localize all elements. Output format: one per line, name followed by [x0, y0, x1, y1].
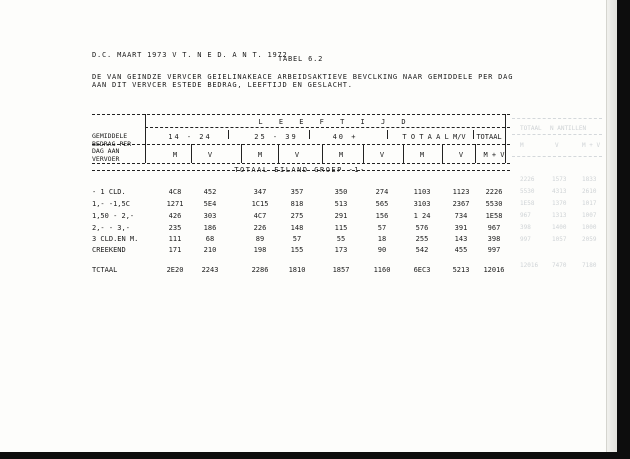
total-cell: 1810 — [288, 266, 306, 274]
table-cell: 513 — [334, 200, 348, 208]
table-cell: 255 — [415, 235, 429, 243]
group-header-rule — [145, 127, 510, 128]
group-sep — [473, 130, 474, 139]
bleed-text: M — [520, 142, 524, 149]
age-group-25-39: 25 - 39 — [254, 133, 298, 141]
table-cell: 565 — [375, 200, 389, 208]
bleed-text: 5530 — [520, 188, 535, 195]
column-divider — [442, 144, 443, 163]
bleed-text: 398 — [520, 224, 531, 231]
table-cell: 576 — [415, 224, 429, 232]
table-cell: 542 — [415, 246, 429, 254]
subheader-rule — [92, 144, 510, 145]
table-cell: 2226 — [485, 188, 503, 196]
bleed-text: 1573 — [552, 176, 567, 183]
bleed-line — [512, 118, 602, 119]
group-sep — [228, 130, 229, 139]
table-cell: 18 — [377, 235, 387, 243]
bleed-text: 1007 — [582, 212, 597, 219]
table-cell: 818 — [290, 200, 304, 208]
total-cell: 2243 — [201, 266, 219, 274]
bleed-text: 7180 — [582, 262, 597, 269]
column-divider — [403, 144, 404, 163]
table-cell: 350 — [334, 188, 348, 196]
row-label: CREEKEND — [92, 246, 126, 254]
table-cell: 357 — [290, 188, 304, 196]
table-cell: 89 — [255, 235, 265, 243]
table-subtitle-line-2: AAN DIT VERVCER ESTEDE BEDRAG, LEEFTIJD EN GESLACHT. — [92, 81, 353, 89]
total-mv-header: T O T A A L M/V — [402, 133, 466, 141]
table-cell: 398 — [487, 235, 501, 243]
sub-header-cell: M — [419, 151, 425, 159]
table-cell: 455 — [454, 246, 468, 254]
table-cell: 57 — [292, 235, 302, 243]
sub-header-cell: M — [257, 151, 263, 159]
table-cell: 68 — [205, 235, 215, 243]
column-divider — [241, 144, 242, 163]
bleed-text: 2610 — [582, 188, 597, 195]
stub-header-line: VERVOER — [92, 154, 120, 163]
bleed-line — [512, 156, 602, 157]
table-cell: 173 — [334, 246, 348, 254]
stub-header — [92, 133, 131, 163]
table-cell: 156 — [375, 212, 389, 220]
total-cell: 1857 — [332, 266, 350, 274]
bleed-text: 997 — [520, 236, 531, 243]
document-title: D.C. MAART 1973 V T. N E D. A N T. 1972 — [92, 51, 288, 59]
table-cell: 186 — [203, 224, 217, 232]
table-top-rule — [92, 114, 510, 115]
column-divider — [322, 144, 323, 163]
table-cell: 2367 — [452, 200, 470, 208]
stub-header-line: GEMIDDELE — [92, 132, 128, 140]
bleed-text: 967 — [520, 212, 531, 219]
sub-header-cell: V — [379, 151, 385, 159]
group-sep — [387, 130, 388, 139]
bleed-text: 1057 — [552, 236, 567, 243]
table-cell: 115 — [334, 224, 348, 232]
bleed-text: M + V — [582, 142, 601, 149]
bleed-text: 1400 — [552, 224, 567, 231]
table-cell: 5E4 — [203, 200, 217, 208]
age-group-40-plus: 40 + — [332, 133, 358, 141]
row-label: - 1 CLD. — [92, 188, 126, 196]
row-label: 1,- -1,5C — [92, 200, 130, 208]
total-cell: 1160 — [373, 266, 391, 274]
table-cell: 171 — [168, 246, 182, 254]
sub-header-cell: M — [172, 151, 178, 159]
table-cell: 1 24 — [413, 212, 431, 220]
total-row-label: TCTAAL — [92, 266, 118, 274]
row-label: 1,50 - 2,- — [92, 212, 135, 220]
table-cell: 5530 — [485, 200, 503, 208]
column-divider — [475, 144, 476, 163]
stub-header-line: BEDRAG PER — [92, 139, 132, 148]
bleed-text: 1370 — [552, 200, 567, 207]
table-cell: 1123 — [452, 188, 470, 196]
table-cell: 291 — [334, 212, 348, 220]
column-divider — [278, 144, 279, 163]
section-title: TOTAAL EILAND GROEP -1- — [234, 166, 366, 174]
group-sep — [309, 130, 310, 139]
table-cell: 1271 — [166, 200, 184, 208]
column-divider — [191, 144, 192, 163]
table-cell: 734 — [454, 212, 468, 220]
table-cell: 148 — [290, 224, 304, 232]
total-cell: 2286 — [251, 266, 269, 274]
bleed-text: 2226 — [520, 176, 535, 183]
stub-header-line: DAG AAN — [92, 147, 120, 155]
column-divider — [363, 144, 364, 163]
bleed-text: 1313 — [552, 212, 567, 219]
table-cell: 274 — [375, 188, 389, 196]
table-cell: 452 — [203, 188, 217, 196]
bleed-text: 1017 — [582, 200, 597, 207]
bleed-text: 1000 — [582, 224, 597, 231]
table-cell: 3103 — [413, 200, 431, 208]
total-cell: 12016 — [483, 266, 505, 274]
table-cell: 111 — [168, 235, 182, 243]
table-cell: 426 — [168, 212, 182, 220]
table-cell: 210 — [203, 246, 217, 254]
header-bottom-rule — [92, 163, 510, 164]
grand-total-header: TOTAAL — [476, 133, 502, 141]
table-subtitle-line-1: DE VAN GEINDZE VERVCER GEIELINAKEACE ARBEIDSAKTIEVE BEVCLKING NAAR GEMIDDELE PER DAG — [92, 73, 514, 81]
table-cell: 1E58 — [485, 212, 503, 220]
table-cell: 967 — [487, 224, 501, 232]
stub-divider — [145, 114, 146, 163]
table-cell: 55 — [336, 235, 346, 243]
sub-header-cell: M + V — [483, 151, 505, 159]
table-label: TABEL 6.2 — [278, 55, 324, 63]
table-cell: 4C8 — [168, 188, 182, 196]
table-cell: 235 — [168, 224, 182, 232]
total-cell: 6EC3 — [413, 266, 431, 274]
bleed-line — [512, 134, 602, 135]
table-cell: 4C7 — [253, 212, 267, 220]
table-cell: 198 — [253, 246, 267, 254]
table-cell: 391 — [454, 224, 468, 232]
sub-header-cell: V — [207, 151, 213, 159]
table-cell: 997 — [487, 246, 501, 254]
sub-header-cell: M — [338, 151, 344, 159]
table-cell: 1C15 — [251, 200, 269, 208]
group-header-leeftijd: L E E F T I J D — [258, 118, 412, 126]
age-group-14-24: 14 - 24 — [168, 133, 212, 141]
bleed-text: 1833 — [582, 176, 597, 183]
row-label: 3 CLD.EN M. — [92, 235, 139, 243]
row-label: 2,- - 3,- — [92, 224, 130, 232]
bleed-text: TOTAAL — [520, 125, 542, 132]
table-cell: 303 — [203, 212, 217, 220]
table-cell: 347 — [253, 188, 267, 196]
bleed-text: 12016 — [520, 262, 539, 269]
total-cell: 5213 — [452, 266, 470, 274]
table-cell: 1103 — [413, 188, 431, 196]
bleed-text: 4313 — [552, 188, 567, 195]
bleed-text: 7470 — [552, 262, 567, 269]
sub-header-cell: V — [294, 151, 300, 159]
sub-header-cell: V — [458, 151, 464, 159]
table-cell: 90 — [377, 246, 387, 254]
bleed-text: V — [555, 142, 559, 149]
total-cell: 2E20 — [166, 266, 184, 274]
bleed-text: 2059 — [582, 236, 597, 243]
table-cell: 57 — [377, 224, 387, 232]
bleed-text: N ANTILLEN — [550, 125, 587, 132]
table-cell: 155 — [290, 246, 304, 254]
table-cell: 143 — [454, 235, 468, 243]
page-edge — [606, 0, 617, 452]
table-cell: 275 — [290, 212, 304, 220]
table-cell: 226 — [253, 224, 267, 232]
bleed-text: 1E58 — [520, 200, 535, 207]
